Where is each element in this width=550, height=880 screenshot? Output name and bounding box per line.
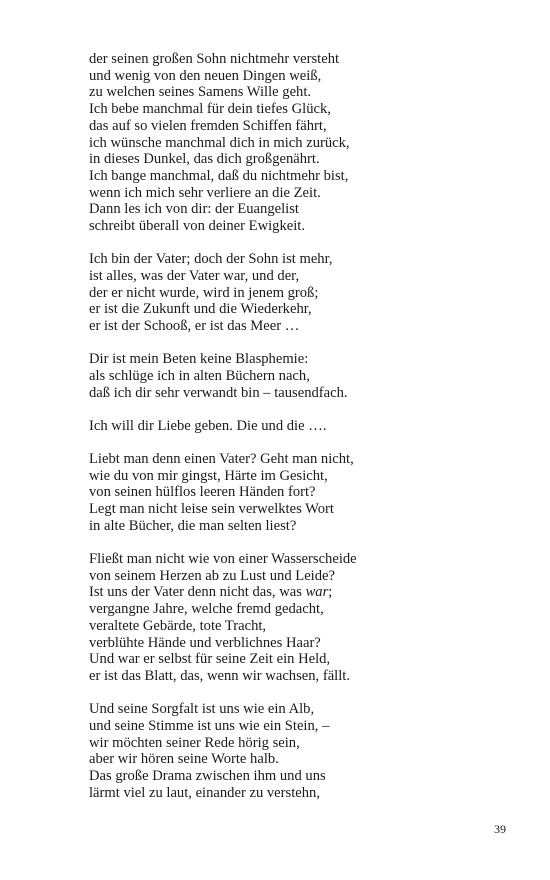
line-punctuation: ;	[328, 584, 333, 601]
poem-line	[89, 735, 489, 752]
stanza	[89, 701, 489, 801]
line-text: Dann les ich von dir: der Euangelist	[89, 201, 299, 218]
line-text: und wenig von den neuen Dingen weiß,	[89, 67, 322, 84]
line-text: in alte Bücher, die man selten liest?	[89, 517, 297, 534]
poem-line	[89, 568, 489, 585]
poem-line	[89, 201, 489, 218]
poem-line	[89, 785, 489, 802]
stanza	[89, 451, 489, 535]
line-text: wie du von mir gingst, Härte im Gesicht,	[89, 467, 328, 484]
line-text: lärmt viel zu laut, einander zu verstehn,	[89, 784, 320, 801]
line-text: Ich bin der Vater; doch der Sohn ist mehr,	[89, 251, 333, 268]
line-text: Legt man nicht leise sein verwelktes Wort	[89, 501, 334, 518]
stanza	[89, 418, 489, 435]
stanza	[89, 51, 489, 235]
line-text: er ist die Zukunft und die Wiederkehr,	[89, 301, 312, 318]
line-text: Ist uns der Vater denn nicht das, was	[89, 584, 306, 601]
poem-line	[89, 168, 489, 185]
line-text: wenn ich mich sehr verliere an die Zeit.	[89, 184, 321, 201]
poem-line	[89, 101, 489, 118]
poem-line	[89, 418, 489, 435]
poem-line	[89, 385, 489, 402]
line-text: wir möchten seiner Rede hörig sein,	[89, 734, 300, 751]
poem-line	[89, 285, 489, 302]
line-text: er ist der Schooß, er ist das Meer …	[89, 318, 300, 335]
line-text: in dieses Dunkel, das dich großgenährt.	[89, 151, 320, 168]
poem-line	[89, 751, 489, 768]
poem-line	[89, 468, 489, 485]
poem-line	[89, 601, 489, 618]
poem-line	[89, 151, 489, 168]
poem-line	[89, 701, 489, 718]
line-text: Liebt man denn einen Vater? Geht man nicht,	[89, 451, 354, 468]
poem-text	[89, 51, 489, 818]
line-text: Ich will dir Liebe geben. Die und die ….	[89, 417, 327, 434]
poem-line	[89, 618, 489, 635]
line-text: zu welchen seines Samens Wille geht.	[89, 84, 312, 101]
line-text: Fließt man nicht wie von einer Wasserscheide	[89, 551, 357, 568]
line-text: Dir ist mein Beten keine Blasphemie:	[89, 351, 309, 368]
poem-line	[89, 651, 489, 668]
poem-line	[89, 318, 489, 335]
poem-line	[89, 51, 489, 68]
stanza	[89, 551, 489, 685]
line-text: veraltete Gebärde, tote Tracht,	[89, 617, 267, 634]
poem-line	[89, 351, 489, 368]
line-text: ist alles, was der Vater war, und der,	[89, 267, 300, 284]
poem-line	[89, 484, 489, 501]
page-number: 39	[494, 822, 506, 836]
line-text: Ich bebe manchmal für dein tiefes Glück,	[89, 101, 331, 118]
poem-line	[89, 768, 489, 785]
line-text: daß ich dir sehr verwandt bin – tausendfach.	[89, 384, 348, 401]
line-text: als schlüge ich in alten Büchern nach,	[89, 367, 310, 384]
line-text: Ich bange manchmal, daß du nichtmehr bist,	[89, 167, 349, 184]
poem-line	[89, 301, 489, 318]
poem-line	[89, 718, 489, 735]
poem-line	[89, 551, 489, 568]
line-text: Und war er selbst für seine Zeit ein Held,	[89, 651, 331, 668]
poem-line	[89, 68, 489, 85]
poem-line	[89, 268, 489, 285]
poem-line	[89, 218, 489, 235]
line-text: Das große Drama zwischen ihm und uns	[89, 768, 326, 785]
poem-line	[89, 135, 489, 152]
poem-line	[89, 518, 489, 535]
poem-line	[89, 251, 489, 268]
poem-line	[89, 185, 489, 202]
line-text: er ist das Blatt, das, wenn wir wachsen, fällt.	[89, 668, 350, 684]
emphasized-word: war	[305, 584, 329, 601]
line-text: Und seine Sorgfalt ist uns wie ein Alb,	[89, 701, 315, 718]
poem-line	[89, 368, 489, 385]
poem-line	[89, 635, 489, 652]
line-text: das auf so vielen fremden Schiffen fährt,	[89, 117, 327, 134]
line-text: von seinem Herzen ab zu Lust und Leide?	[89, 567, 335, 584]
line-text: vergangne Jahre, welche fremd gedacht,	[89, 601, 324, 618]
line-text: und seine Stimme ist uns wie ein Stein, –	[89, 717, 330, 734]
stanza	[89, 351, 489, 401]
poem-line	[89, 451, 489, 468]
line-text: ich wünsche manchmal dich in mich zurück,	[89, 134, 350, 151]
poem-line	[89, 584, 489, 601]
line-text: schreibt überall von deiner Ewigkeit.	[89, 218, 305, 235]
line-text: aber wir hören seine Worte halb.	[89, 751, 279, 768]
line-text: der seinen großen Sohn nichtmehr versteht	[89, 51, 340, 67]
line-text: der er nicht wurde, wird in jenem groß;	[89, 284, 319, 301]
poem-line	[89, 118, 489, 135]
poem-line	[89, 668, 489, 685]
poem-line	[89, 84, 489, 101]
stanza	[89, 251, 489, 335]
line-text: verblühte Hände und verblichnes Haar?	[89, 634, 321, 651]
poem-line	[89, 501, 489, 518]
line-text: von seinen hülflos leeren Händen fort?	[89, 484, 316, 501]
